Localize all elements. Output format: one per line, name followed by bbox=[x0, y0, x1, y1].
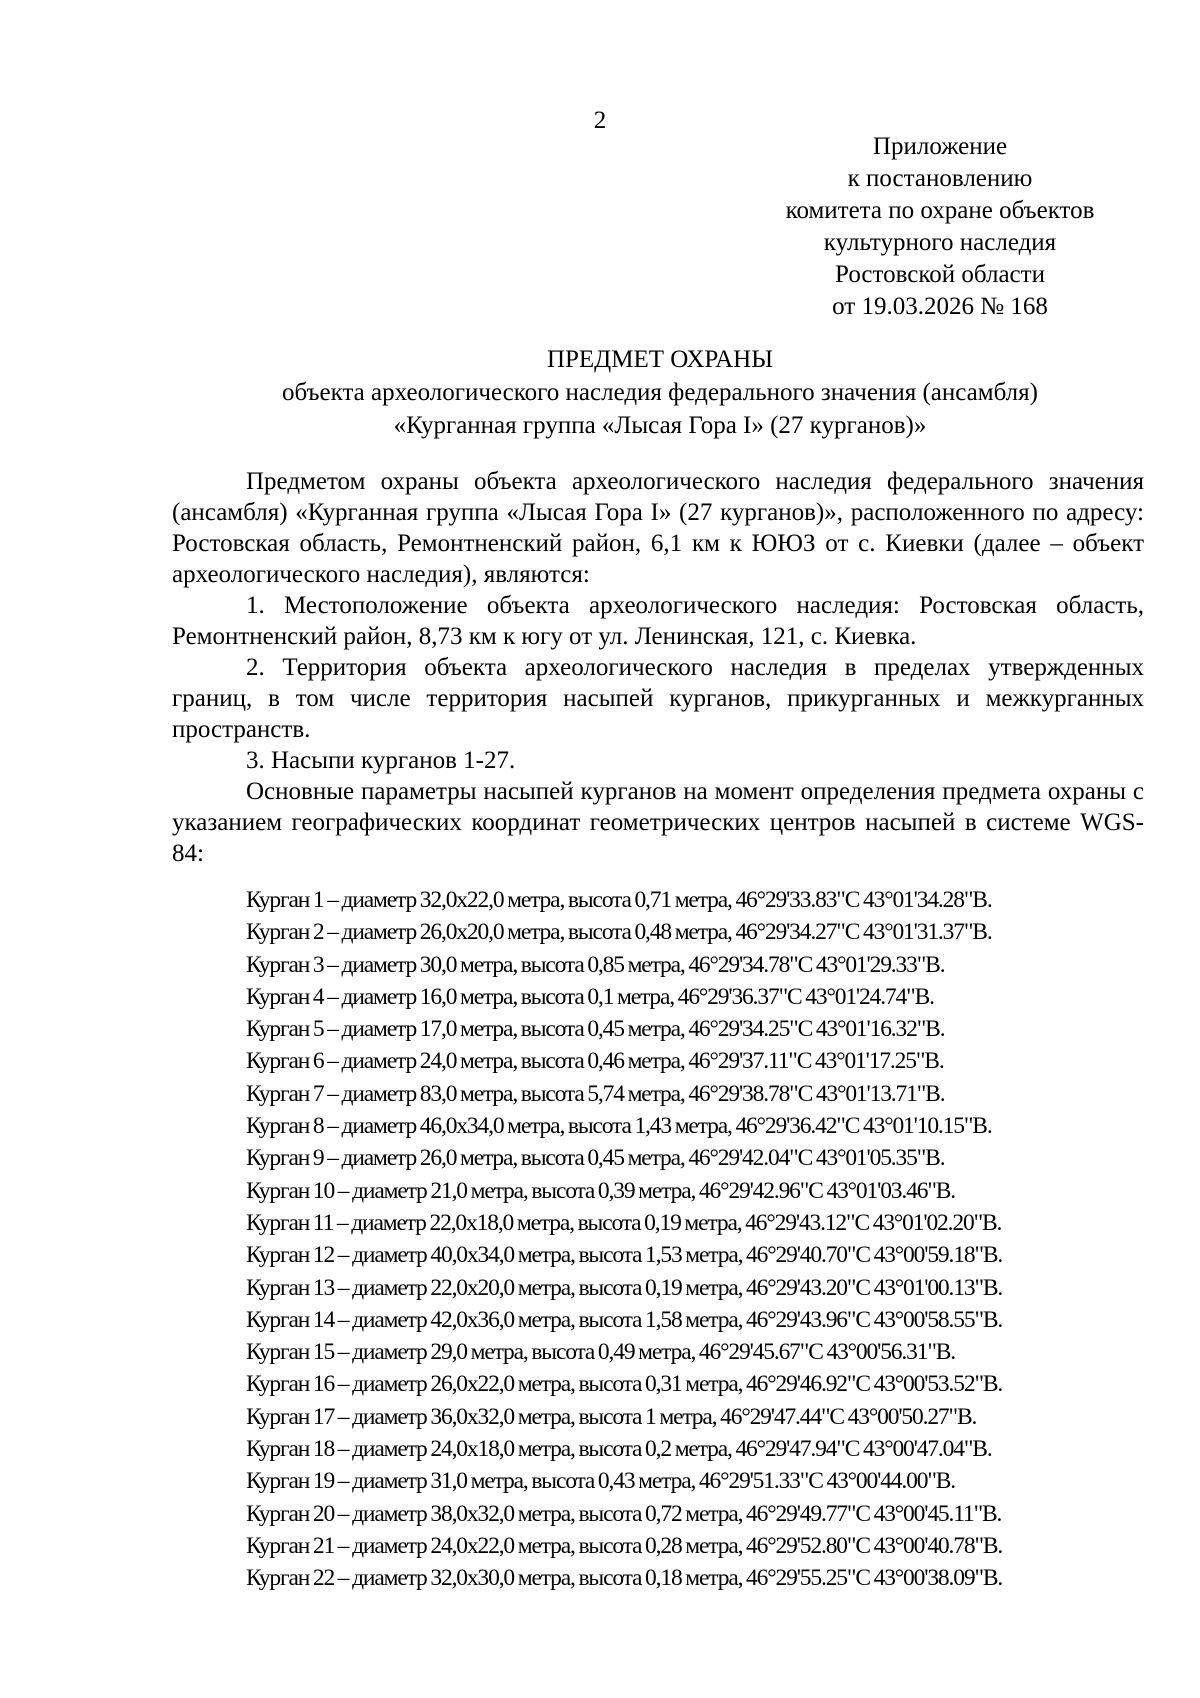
appendix-header bbox=[740, 131, 1140, 323]
appendix-line: к постановлению bbox=[847, 165, 1033, 192]
kurgan-list-item: Курган 1 – диаметр 32,0х22,0 метра, высота 0,71 метра, 46°29'33.83"С 43°01'34.28"В. bbox=[246, 887, 992, 913]
document-title bbox=[160, 343, 1160, 442]
appendix-line: культурного наследия bbox=[823, 229, 1057, 256]
kurgan-list-item: Курган 20 – диаметр 38,0х32,0 метра, высота 0,72 метра, 46°29'49.77"С 43°00'45.11"В. bbox=[246, 1500, 1002, 1527]
kurgan-list-item: Курган 5 – диаметр 17,0 метра, высота 0,45 метра, 46°29'34.25"С 43°01'16.32"В. bbox=[246, 1016, 945, 1043]
kurgan-list-item: Курган 14 – диаметр 42,0х36,0 метра, высота 1,58 метра, 46°29'43.96"С 43°00'58.55"В. bbox=[246, 1306, 1003, 1333]
kurgan-list-item: Курган 6 – диаметр 24,0 метра, высота 0,46 метра, 46°29'37.11"С 43°01'17.25"В. bbox=[246, 1048, 944, 1075]
kurgan-list-item: Курган 10 – диаметр 21,0 метра, высота 0,39 метра, 46°29'42.96"С 43°01'03.46"В. bbox=[246, 1177, 956, 1204]
kurgan-list-item: Курган 4 – диаметр 16,0 метра, высота 0,1 метра, 46°29'36.37"С 43°01'24.74"В. bbox=[246, 983, 934, 1010]
title-subtitle-line: «Курганная группа «Лысая Гора I» (27 курганов)» bbox=[393, 412, 927, 439]
title-subtitle-line: объекта археологического наследия федерального значения (ансамбля) bbox=[282, 379, 1038, 406]
kurgan-list-item: Курган 7 – диаметр 83,0 метра, высота 5,74 метра, 46°29'38.78"С 43°01'13.71"В. bbox=[246, 1080, 945, 1107]
kurgan-list-item: Курган 17 – диаметр 36,0х32,0 метра, высота 1 метра, 46°29'47.44"С 43°00'50.27"В. bbox=[246, 1403, 977, 1430]
kurgan-list-item: Курган 2 – диаметр 26,0х20,0 метра, высота 0,48 метра, 46°29'34.27"С 43°01'31.37"В. bbox=[246, 919, 992, 946]
kurgan-list bbox=[246, 884, 1186, 1595]
item-3-paragraph: 3. Насыпи курганов 1-27. bbox=[246, 747, 516, 774]
kurgan-list-item: Курган 16 – диаметр 26,0х22,0 метра, высота 0,31 метра, 46°29'46.92"С 43°00'53.52"В. bbox=[246, 1371, 1003, 1398]
appendix-line: Ростовской области bbox=[835, 261, 1045, 288]
kurgan-list-item: Курган 21 – диаметр 24,0х22,0 метра, высота 0,28 метра, 46°29'52.80"С 43°00'40.78"В. bbox=[246, 1532, 1003, 1559]
kurgan-list-item: Курган 22 – диаметр 32,0х30,0 метра, высота 0,18 метра, 46°29'55.25"С 43°00'38.09"В. bbox=[246, 1565, 1003, 1592]
appendix-line: от 19.03.2026 № 168 bbox=[832, 293, 1048, 320]
kurgan-list-item: Курган 9 – диаметр 26,0 метра, высота 0,45 метра, 46°29'42.04"С 43°01'05.35"В. bbox=[246, 1145, 945, 1172]
kurgan-list-item: Курган 13 – диаметр 22,0х20,0 метра, высота 0,19 метра, 46°29'43.20"С 43°01'00.13"В. bbox=[246, 1274, 1003, 1301]
appendix-line: комитета по охране объектов bbox=[785, 197, 1095, 224]
kurgan-list-item: Курган 11 – диаметр 22,0х18,0 метра, высота 0,19 метра, 46°29'43.12"С 43°01'02.20"В. bbox=[246, 1209, 1002, 1236]
document-body bbox=[172, 466, 1144, 869]
page-number: 2 bbox=[593, 107, 607, 134]
kurgan-list-item: Курган 15 – диаметр 29,0 метра, высота 0,49 метра, 46°29'45.67"С 43°00'56.31"В. bbox=[246, 1339, 956, 1366]
intro-paragraph: Предметом охраны объекта археологического наследия федерального значения (ансамбля) «Курганная группа «Лысая Гора I» (27 курганов)», расположенного по адресу: Ростовская область, Ремонтненский район, 6,1 км к ЮЮЗ от с. Киевки (далее – объект археологического наследия), являются: bbox=[172, 468, 1144, 588]
kurgan-list-item: Курган 19 – диаметр 31,0 метра, высота 0,43 метра, 46°29'51.33"С 43°00'44.00"В. bbox=[246, 1468, 956, 1495]
parameters-paragraph: Основные параметры насыпей курганов на момент определения предмета охраны с указанием географических координат геометрических центров насыпей в системе WGS-84: bbox=[172, 778, 1144, 867]
item-2-paragraph: 2. Территория объекта археологического наследия в пределах утвержденных границ, в том числе территория насыпей курганов, прикурганных и межкурганных пространств. bbox=[172, 654, 1144, 743]
item-1-paragraph: 1. Местоположение объекта археологического наследия: Ростовская область, Ремонтненский район, 8,73 км к югу от ул. Ленинская, 121, с. Киевка. bbox=[172, 592, 1144, 650]
kurgan-list-item: Курган 3 – диаметр 30,0 метра, высота 0,85 метра, 46°29'34.78"С 43°01'29.33"В. bbox=[246, 951, 945, 978]
title-heading: ПРЕДМЕТ ОХРАНЫ bbox=[546, 346, 774, 373]
kurgan-list-item: Курган 8 – диаметр 46,0х34,0 метра, высота 1,43 метра, 46°29'36.42"С 43°01'10.15"В. bbox=[246, 1113, 992, 1140]
kurgan-list-item: Курган 18 – диаметр 24,0х18,0 метра, высота 0,2 метра, 46°29'47.94"С 43°00'47.04"В. bbox=[246, 1436, 992, 1463]
kurgan-list-item: Курган 12 – диаметр 40,0х34,0 метра, высота 1,53 метра, 46°29'40.70"С 43°00'59.18"В. bbox=[246, 1242, 1003, 1269]
appendix-line: Приложение bbox=[872, 133, 1008, 160]
